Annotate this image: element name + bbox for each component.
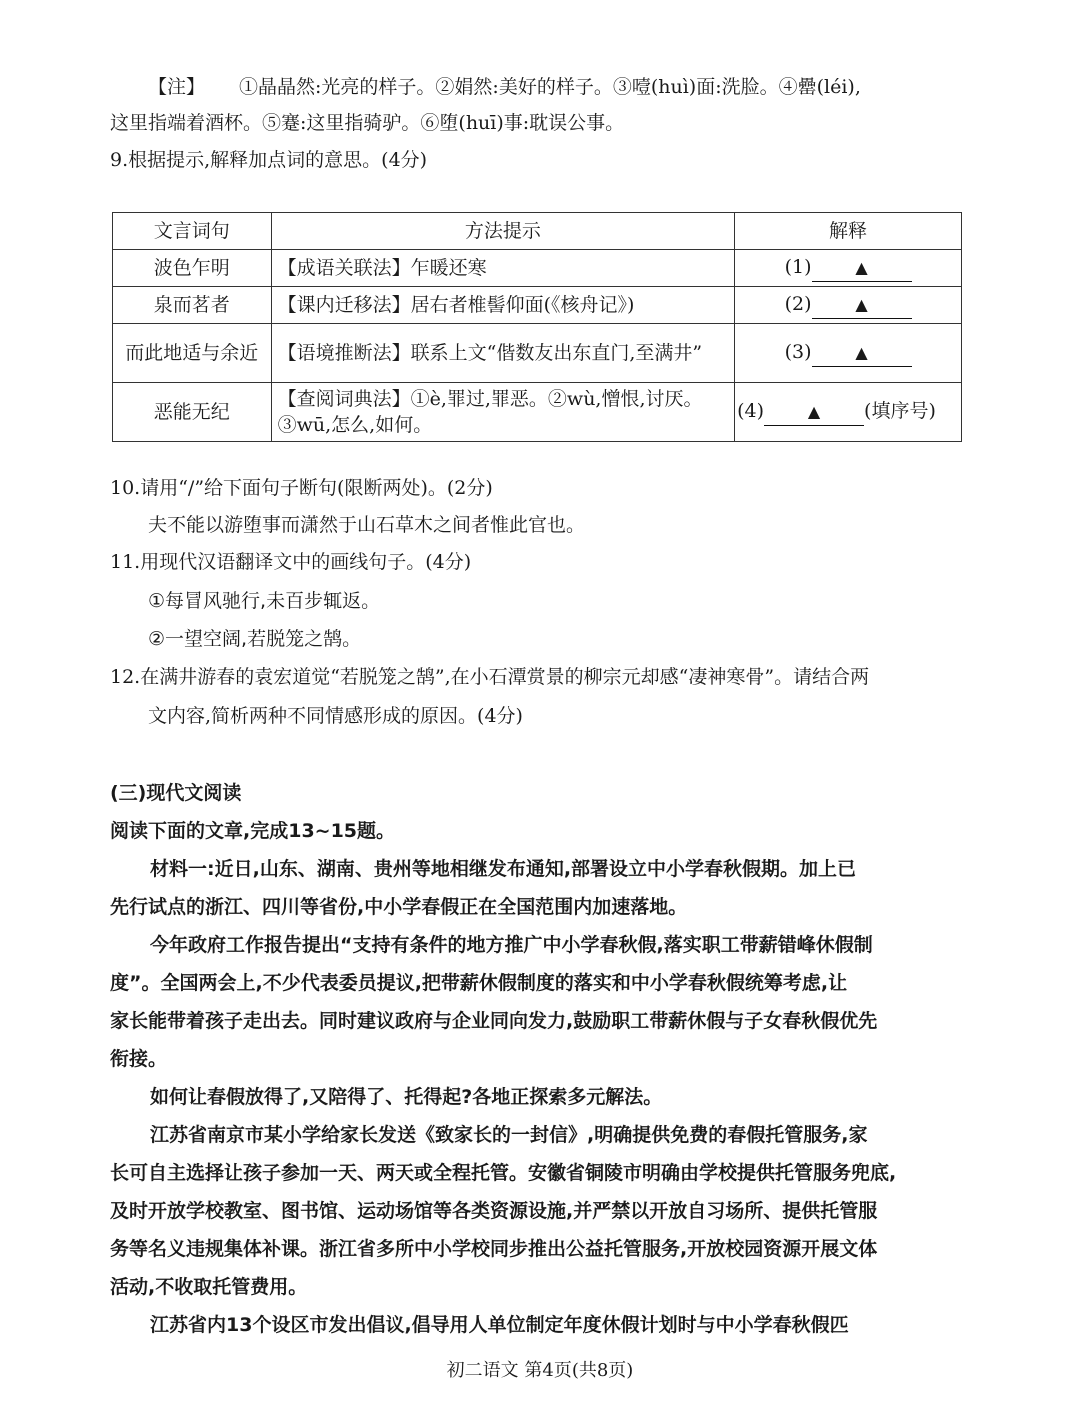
- note-label: 【注】: [148, 76, 206, 98]
- question-12-line-2: 文内容,简析两种不同情感形成的原因。(4分): [148, 705, 523, 727]
- page-footer: 初二语文 第4页(共8页): [446, 1360, 634, 1381]
- paragraph-line: 江苏省南京市某小学给家长发送《致家长的一封信》,明确提供免费的春假托管服务,家: [150, 1124, 868, 1146]
- table-row: [113, 324, 962, 383]
- section-3-instruction: 阅读下面的文章,完成13~15题。: [110, 820, 396, 842]
- table-row: [113, 250, 962, 287]
- note-line-2: 这里指端着酒杯。⑤蹇:这里指骑驴。⑥堕(huī)事:耽误公事。: [110, 112, 625, 134]
- answer-cell: [735, 324, 962, 383]
- paragraph-line: 今年政府工作报告提出“支持有条件的地方推广中小学春秋假,落实职工带薪错峰休假制: [150, 934, 873, 956]
- paragraph-line: 衔接。: [110, 1048, 168, 1070]
- hint-cell: 【查阅词典法】①è,罪过,罪恶。②wù,憎恨,讨厌。③wū,怎么,如何。: [271, 383, 735, 442]
- question-11-sentence-1: ①每冒风驰行,未百步辄返。: [148, 590, 381, 612]
- hint-cell: 【成语关联法】乍暖还寒: [271, 250, 735, 287]
- paragraph-line: 务等名义违规集体补课。浙江省多所中小学校同步推出公益托管服务,开放校园资源开展文体: [110, 1238, 878, 1260]
- question-10-sentence: 夫不能以游堕事而潇然于山石草木之间者惟此官也。: [148, 514, 586, 536]
- paragraph-line: 材料一:近日,山东、湖南、贵州等地相继发布通知,部署设立中小学春秋假期。加上已: [150, 858, 857, 880]
- header-hint: 方法提示: [271, 213, 735, 250]
- phrase-cell: 波色乍明: [113, 250, 272, 287]
- answer-number: (2): [784, 293, 812, 315]
- answer-blank[interactable]: [812, 291, 912, 319]
- phrase-cell: 而此地适与余近: [113, 324, 272, 383]
- vocab-table: [112, 212, 962, 442]
- paragraph-line: 如何让春假放得了,又陪得了、托得起?各地正探索多元解法。: [150, 1086, 663, 1108]
- question-11-title: 11.用现代汉语翻译文中的画线句子。(4分): [110, 551, 472, 573]
- triangle-icon: ▲: [855, 295, 868, 314]
- answer-cell: [735, 250, 962, 287]
- paragraph-line: 家长能带着孩子走出去。同时建议政府与企业同向发力,鼓励职工带薪休假与子女春秋假优先: [110, 1010, 878, 1032]
- paragraph-line: 活动,不收取托管费用。: [110, 1276, 308, 1298]
- paragraph-line: 长可自主选择让孩子参加一天、两天或全程托管。安徽省铜陵市明确由学校提供托管服务兜底,: [110, 1162, 897, 1184]
- question-10-title: 10.请用“/”给下面句子断句(限断两处)。(2分): [110, 477, 493, 499]
- note-text-1: ①晶晶然:光亮的样子。②娟然:美好的样子。③噎(huì)面:洗脸。④罍(léi),: [239, 76, 861, 98]
- paragraph-line: 及时开放学校教室、图书馆、运动场馆等各类资源设施,并严禁以开放自习场所、提供托管服: [110, 1200, 878, 1222]
- phrase-cell: 泉而茗者: [113, 287, 272, 324]
- phrase-cell: 恶能无纪: [113, 383, 272, 442]
- triangle-icon: ▲: [855, 258, 868, 277]
- header-answer: 解释: [735, 213, 962, 250]
- note-line-1: [148, 74, 861, 100]
- answer-number: (4): [737, 400, 765, 422]
- table-header-row: [113, 213, 962, 250]
- hint-cell: 【课内迁移法】居右者椎髻仰面(《核舟记》): [271, 287, 735, 324]
- question-12-line-1: 12.在满井游春的袁宏道觉“若脱笼之鹄”,在小石潭赏景的柳宗元却感“凄神寒骨”。请结合两: [110, 666, 870, 688]
- answer-number: (3): [784, 341, 812, 363]
- triangle-icon: ▲: [807, 402, 821, 421]
- hint-cell: 【语境推断法】联系上文“偕数友出东直门,至满井”: [271, 324, 735, 383]
- answer-cell: [735, 287, 962, 324]
- paragraph-line: 江苏省内13个设区市发出倡议,倡导用人单位制定年度休假计划时与中小学春秋假匹: [150, 1314, 849, 1336]
- header-phrase: 文言词句: [113, 213, 272, 250]
- table-row: [113, 383, 962, 442]
- paragraph-line: 先行试点的浙江、四川等省份,中小学春假正在全国范围内加速落地。: [110, 896, 688, 918]
- section-3-heading: (三)现代文阅读: [110, 782, 242, 804]
- paragraph-line: 度”。全国两会上,不少代表委员提议,把带薪休假制度的落实和中小学春秋假统筹考虑,让: [110, 972, 848, 994]
- answer-number: (1): [784, 256, 812, 278]
- answer-blank[interactable]: [764, 398, 864, 426]
- table-row: [113, 287, 962, 324]
- triangle-icon: ▲: [855, 343, 868, 362]
- answer-blank[interactable]: [812, 254, 912, 282]
- question-11-sentence-2: ②一望空阔,若脱笼之鹄。: [148, 628, 362, 650]
- answer-blank[interactable]: [812, 339, 912, 367]
- answer-suffix: (填序号): [864, 400, 936, 422]
- answer-cell: [735, 383, 962, 442]
- question-9-title: 9.根据提示,解释加点词的意思。(4分): [110, 149, 428, 171]
